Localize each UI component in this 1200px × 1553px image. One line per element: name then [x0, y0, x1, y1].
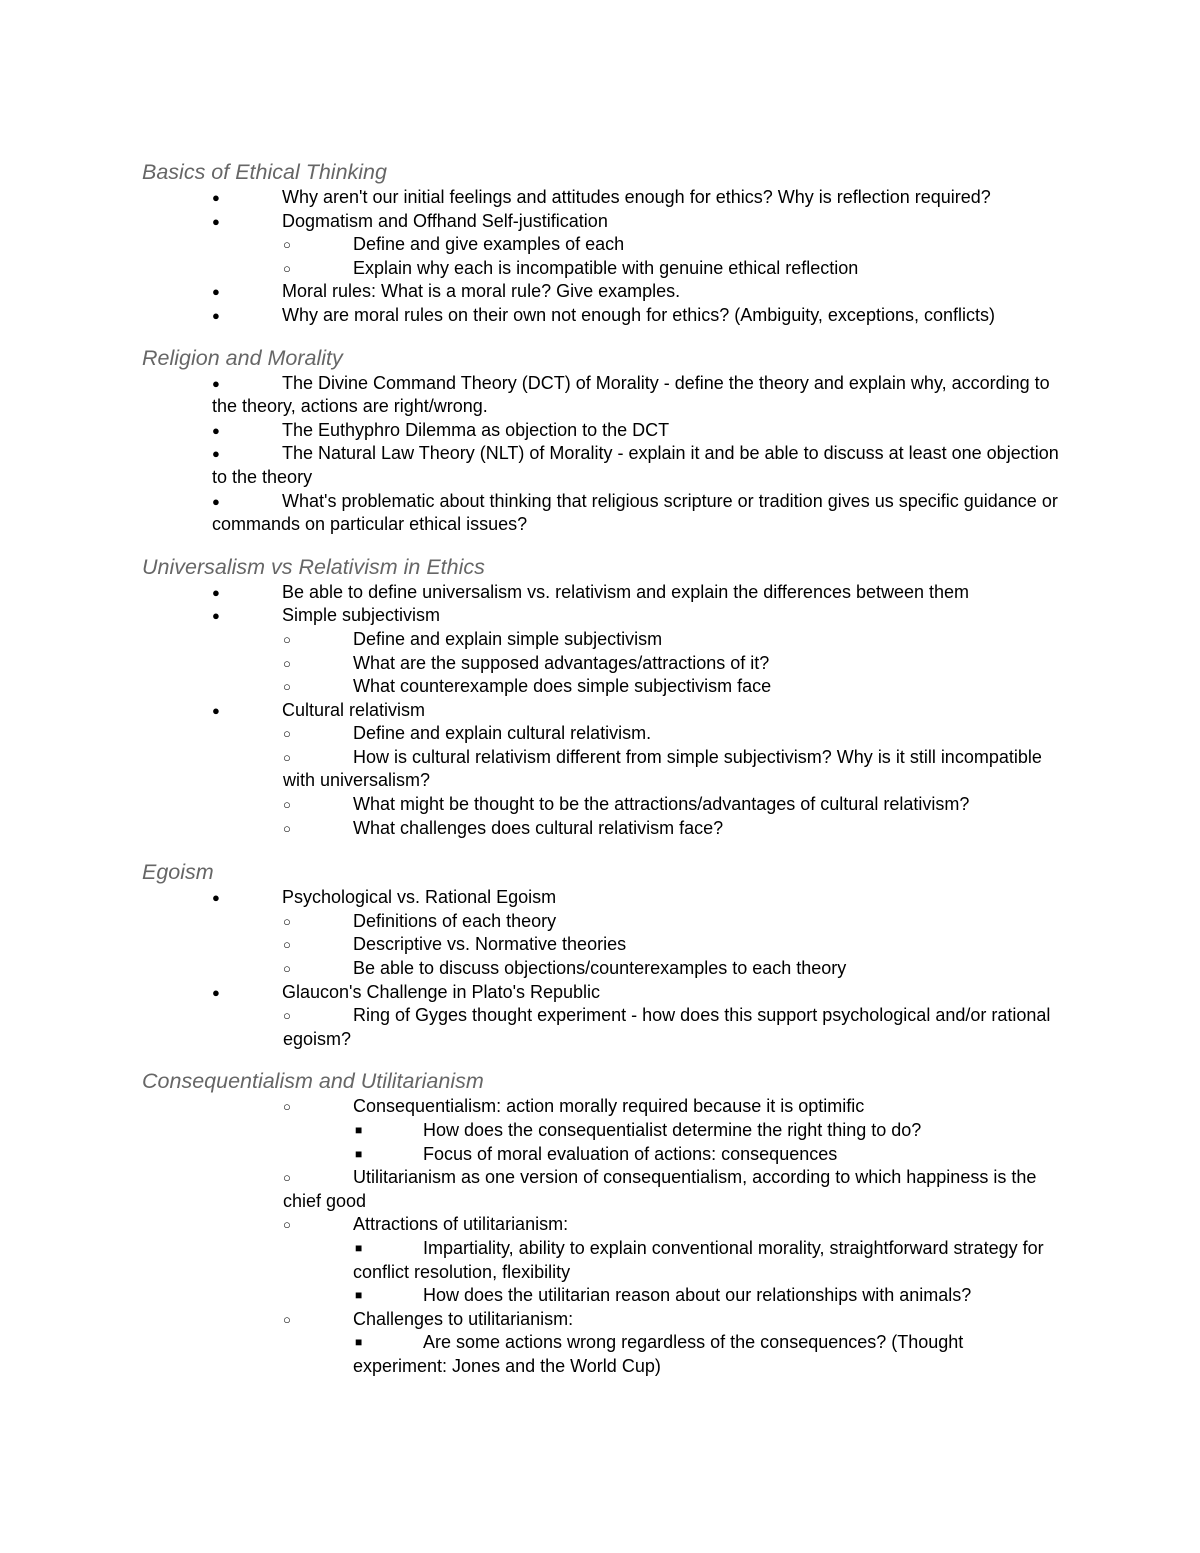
list-item [353, 1237, 1062, 1284]
list-item-text: Consequentialism: action morally required because it is optimific [353, 1096, 865, 1117]
bullet-circle-icon: ○ [283, 1008, 291, 1024]
bullet-circle-icon: ○ [283, 797, 291, 813]
list-item [212, 699, 1062, 723]
list-item-text: Glaucon's Challenge in Plato's Republic [282, 981, 601, 1002]
list-item [283, 257, 1062, 281]
section-heading: Universalism vs Relativism in Ethics [142, 554, 485, 579]
bullet-square-icon: ■ [355, 1240, 363, 1255]
section-consequentialism-and-utilitarianism [0, 1067, 1200, 1378]
list-item [212, 886, 1062, 910]
bullet-circle-icon: ○ [283, 749, 291, 765]
bullet-disc-icon: ● [212, 213, 220, 229]
list-item [212, 604, 1062, 628]
section-heading: Egoism [142, 860, 214, 885]
section-spacer [0, 328, 1200, 344]
list-item [283, 628, 1062, 652]
list-item-text: Utilitarianism as one version of consequentialism, according to which happiness is the chief good [283, 1167, 1037, 1211]
list-item [283, 1004, 1062, 1051]
list-item-text: Explain why each is incompatible with genuine ethical reflection [353, 257, 859, 278]
list-item-text: Be able to define universalism vs. relativism and explain the differences between them [282, 581, 970, 602]
bullet-disc-icon: ● [212, 584, 220, 600]
bullet-circle-icon: ○ [283, 1099, 291, 1115]
bullet-circle-icon: ○ [283, 1311, 291, 1327]
bullet-circle-icon: ○ [283, 237, 291, 253]
list-item [283, 817, 1062, 841]
list-item-text: Moral rules: What is a moral rule? Give examples. [282, 281, 681, 302]
list-item-text: Dogmatism and Offhand Self-justification [282, 210, 608, 231]
list-item-text: Simple subjectivism [282, 605, 441, 626]
bullet-circle-icon: ○ [283, 913, 291, 929]
list-item-text: What's problematic about thinking that religious scripture or tradition gives us specific guidance or commands on particular ethical issues? [212, 490, 1058, 535]
bullet-circle-icon: ○ [283, 726, 291, 742]
bullet-square-icon: ■ [355, 1288, 363, 1303]
list-item-text: The Natural Law Theory (NLT) of Morality - explain it and be able to discuss at least one objection to the theory [212, 443, 1059, 487]
section-basics-of-ethical-thinking [0, 158, 1200, 328]
list-item-text: Define and explain cultural relativism. [353, 723, 652, 744]
list-item [212, 280, 1062, 304]
list-item-text: Why aren't our initial feelings and attitudes enough for ethics? Why is reflection required? [282, 187, 991, 207]
list-item-text: Are some actions wrong regardless of the consequences? (Thought experiment: Jones and the World Cup) [353, 1332, 964, 1376]
list-item [212, 372, 1062, 419]
document-body [0, 158, 1200, 1379]
list-item [283, 910, 1062, 934]
list-item [283, 1095, 1062, 1119]
list-item [212, 186, 1062, 210]
list-item [212, 581, 1062, 605]
bullet-square-icon: ■ [355, 1146, 363, 1161]
bullet-disc-icon: ● [212, 307, 220, 323]
list-item-text: Ring of Gyges thought experiment - how does this support psychological and/or rational egoism? [283, 1005, 1051, 1049]
bullet-circle-icon: ○ [283, 631, 291, 647]
list-item-text: Psychological vs. Rational Egoism [282, 887, 557, 908]
list-item-text: Focus of moral evaluation of actions: consequences [423, 1143, 838, 1164]
list-item [212, 304, 1062, 328]
section-spacer [0, 1051, 1200, 1067]
list-item-text: How is cultural relativism different from simple subjectivism? Why is it still incompatible with universalism? [283, 746, 1042, 791]
list-item [212, 981, 1062, 1005]
bullet-circle-icon: ○ [283, 1217, 291, 1233]
list-item-text: Descriptive vs. Normative theories [353, 934, 627, 955]
list-item [283, 722, 1062, 746]
list-item-text: What challenges does cultural relativism face? [353, 817, 724, 838]
bullet-square-icon: ■ [355, 1123, 363, 1137]
list-item [283, 746, 1062, 793]
bullet-disc-icon: ● [212, 422, 220, 438]
bullet-disc-icon: ● [212, 493, 220, 509]
section-spacer [0, 537, 1200, 553]
list-item [283, 933, 1062, 957]
list-item [283, 652, 1062, 676]
list-item [283, 1166, 1062, 1213]
list-item-text: Cultural relativism [282, 699, 426, 720]
list-item [212, 442, 1062, 489]
list-item [212, 210, 1062, 234]
section-spacer [0, 840, 1200, 858]
list-item-text: The Divine Command Theory (DCT) of Morality - define the theory and explain why, according to the theory, actions are right/wrong. [212, 372, 1050, 417]
list-item-text: What might be thought to be the attractions/advantages of cultural relativism? [353, 794, 970, 815]
list-item-text: Challenges to utilitarianism: [353, 1308, 574, 1329]
list-item-text: Be able to discuss objections/counterexamples to each theory [353, 958, 847, 979]
bullet-circle-icon: ○ [283, 260, 291, 276]
list-item-text: What are the supposed advantages/attractions of it? [353, 652, 770, 673]
bullet-disc-icon: ● [212, 608, 220, 624]
bullet-circle-icon: ○ [283, 820, 291, 836]
bullet-square-icon: ■ [355, 1335, 363, 1350]
list-item-text: How does the consequentialist determine the right thing to do? [423, 1120, 922, 1140]
section-heading: Consequentialism and Utilitarianism [142, 1069, 484, 1094]
bullet-circle-icon: ○ [283, 937, 291, 953]
bullet-disc-icon: ● [212, 190, 220, 205]
bullet-disc-icon: ● [212, 284, 220, 300]
list-item-text: Definitions of each theory [353, 910, 557, 931]
section-universalism-vs-relativism-in-ethics [0, 553, 1200, 841]
bullet-circle-icon: ○ [283, 961, 291, 977]
list-item [212, 490, 1062, 537]
bullet-disc-icon: ● [212, 890, 220, 906]
list-item [283, 793, 1062, 817]
list-item-text: How does the utilitarian reason about our relationships with animals? [423, 1285, 972, 1306]
list-item-text: Define and explain simple subjectivism [353, 628, 663, 649]
list-item [283, 1308, 1062, 1332]
section-heading: Religion and Morality [142, 345, 343, 370]
list-item-text: Impartiality, ability to explain conventional morality, straightforward strategy for conflict resolution, flexibility [353, 1237, 1044, 1282]
list-item [353, 1119, 1062, 1143]
list-item-text: The Euthyphro Dilemma as objection to the DCT [282, 419, 670, 440]
list-item-text: What counterexample does simple subjectivism face [353, 676, 772, 697]
bullet-circle-icon: ○ [283, 1170, 291, 1186]
list-item [353, 1284, 1062, 1308]
list-item [212, 419, 1062, 443]
list-item [283, 957, 1062, 981]
bullet-circle-icon: ○ [283, 655, 291, 671]
list-item [353, 1331, 1062, 1378]
bullet-disc-icon: ● [212, 375, 220, 391]
list-item [283, 675, 1062, 699]
section-heading: Basics of Ethical Thinking [142, 160, 387, 184]
list-item-text: Attractions of utilitarianism: [353, 1214, 569, 1235]
section-egoism [0, 858, 1200, 1051]
bullet-disc-icon: ● [212, 446, 220, 462]
list-item [353, 1143, 1062, 1167]
section-religion-and-morality [0, 344, 1200, 537]
list-item-text: Why are moral rules on their own not enough for ethics? (Ambiguity, exceptions, conflicts) [282, 304, 995, 325]
list-item [283, 1213, 1062, 1237]
bullet-circle-icon: ○ [283, 679, 291, 695]
list-item-text: Define and give examples of each [353, 234, 625, 255]
list-item [283, 233, 1062, 257]
bullet-disc-icon: ● [212, 702, 220, 718]
bullet-disc-icon: ● [212, 984, 220, 1000]
